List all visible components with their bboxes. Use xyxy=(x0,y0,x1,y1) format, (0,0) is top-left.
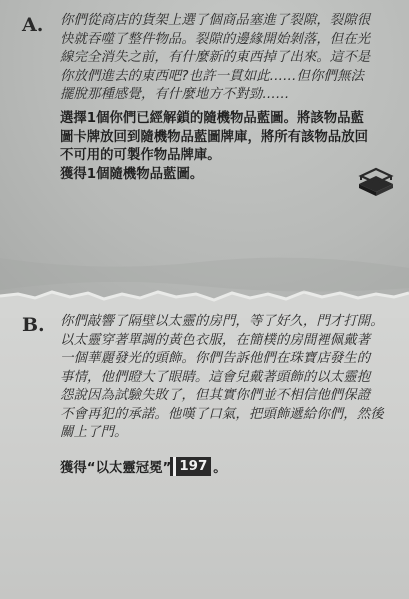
option-b-reward xyxy=(60,457,227,476)
item-number-badge: 197 xyxy=(173,457,211,476)
story-line: 線完全消失之前，有什麼新的東西掉了出來。這不是 xyxy=(60,50,371,65)
reward-text: 獲得“以太靈冠冕” xyxy=(60,461,172,476)
torn-paper-edge xyxy=(0,248,409,318)
item-blueprint-icon xyxy=(355,164,397,196)
story-line: 以太靈穿著單調的黃色衣服，在簡樸的房間裡佩戴著 xyxy=(60,332,371,348)
story-line: 不會再犯的承諾。他嘆了口氣，把頭飾遞給你們，然後 xyxy=(60,406,384,422)
effect-line: 獲得1個隨機物品藍圖。 xyxy=(60,166,204,182)
story-line: 你們從商店的貨架上選了個商品塞進了裂隙，裂隙很 xyxy=(60,13,371,28)
option-b-story-text xyxy=(60,313,384,443)
story-line: 擺脫那種感覺，有什麼地方不對勁…… xyxy=(60,87,290,102)
option-a-effect-text xyxy=(60,110,368,184)
reward-suffix: 。 xyxy=(213,461,227,476)
story-line: 怨說因為試驗失敗了，但其實你們並不相信他們保證 xyxy=(60,388,371,403)
effect-line: 不可用的可製作物品牌庫。 xyxy=(60,148,221,163)
effect-line: 圖卡牌放回到隨機物品藍圖牌庫，將所有該物品放回 xyxy=(60,129,368,145)
story-line: 事情，他們瞪大了眼睛。這會兒戴著頭飾的以太靈抱 xyxy=(60,369,371,385)
story-line: 快就吞噬了整件物品。裂隙的邊緣開始剝落，但在光 xyxy=(60,31,371,47)
story-line: 一個華麗發光的頭飾。你們告訴他們在珠寶店發生的 xyxy=(60,351,371,366)
option-b-label: B. xyxy=(22,314,45,336)
option-a-story-text xyxy=(60,12,370,105)
story-line: 你放們進去的東西吧?也許一貫如此……但你們無法 xyxy=(60,68,364,84)
story-line: 你們敲響了隔壁以太靈的房門，等了好久，門才打開。 xyxy=(60,314,384,329)
effect-line: 選擇1個你們已經解鎖的隨機物品藍圖。將該物品藍 xyxy=(60,111,364,126)
option-a-label: A. xyxy=(22,14,44,36)
story-line: 關上了門。 xyxy=(60,425,128,440)
